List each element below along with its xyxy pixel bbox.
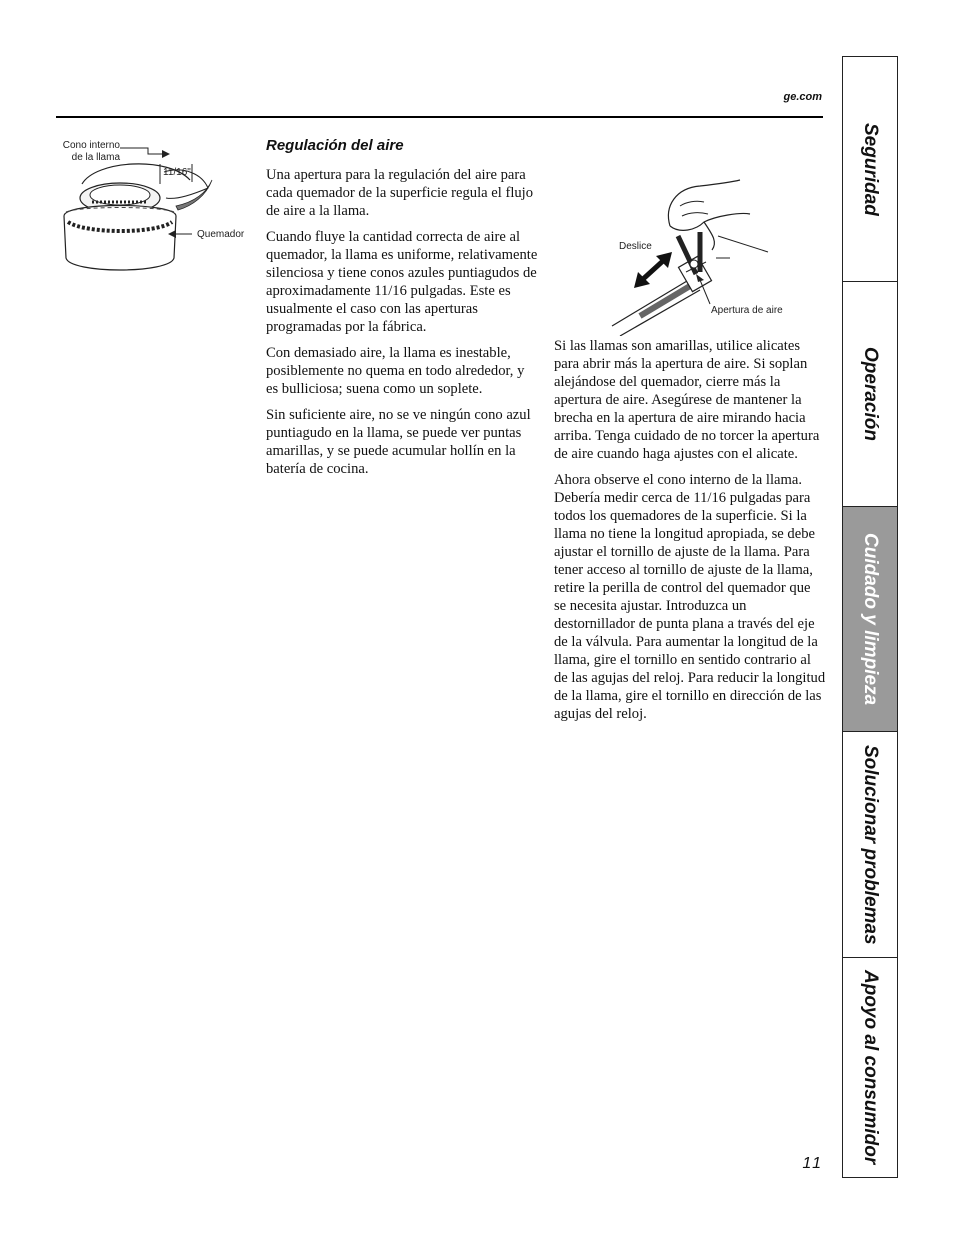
text-column-right [554,337,826,731]
section-title: Regulación del aire [266,137,404,154]
tab-label: Apoyo al consumidor [860,970,881,1165]
tab-label: Seguridad [860,122,881,216]
tab-solucionar-problemas[interactable] [843,731,897,957]
burner-label: Quemador [197,229,245,240]
slide-label: Deslice [619,241,652,252]
tab-apoyo-al-consumidor[interactable] [843,957,897,1177]
header-rule [56,116,823,118]
paragraph: Ahora observe el cono interno de la llama. Debería medir cerca de 11/16 pulgadas para todos los quemadores de la superficie. Si la llama no tiene la longitud apropiada, se debe ajustar el tornillo de ajuste de la llama. Para tener acceso al tornillo de ajuste de la llama, retire la perilla de control del quemador que se necesita ajustar. Introduzca un destornillador de punta plana a través del eje de la válvula. Para aumentar la longitud de la llama, gire el tornillo en sentido contrario al de las agujas del reloj. Para reducir la longitud de la llama, gire el tornillo en dirección de las agujas del reloj. [554,472,826,722]
tab-cuidado-y-limpieza[interactable] [843,506,897,731]
paragraph: Cuando fluye la cantidad correcta de aire al quemador, la llama es uniforme, relativamente silenciosa y tiene conos azules puntiagudos de aproximadamente 11/16 pulgadas. Este es usualmente el caso con las aperturas programadas por la fábrica. [266,229,538,335]
page-number: 11 [802,1155,823,1172]
paragraph: Si las llamas son amarillas, utilice alicates para abrir más la apertura de aire. Si soplan alejándose del quemador, cierre más la apertura de aire. Asegúrese de mantener la brecha en la apertura de aire mirando hacia arriba. Tenga cuidado de no torcer la apertura de aire cuando haga ajustes con el alicate. [554,338,820,462]
dimension-label: 11/16" [163,167,191,178]
air-shutter-label: Apertura de aire [711,305,783,316]
tab-seguridad[interactable] [843,57,897,281]
paragraph: Una apertura para la regulación del aire para cada quemador de la superficie regula el flujo de aire a la llama. [266,167,534,219]
tab-operacion[interactable] [843,281,897,506]
site-url: ge.com [783,91,822,103]
text-column-left [266,166,538,486]
paragraph: Sin suficiente aire, no se ve ningún cono azul puntiagudo en la llama, se puede ver puntas amarillas, y se puede acumular hollín en la batería de cocina. [266,407,531,477]
tab-label: Cuidado y limpieza [860,532,881,706]
tab-label: Operación [860,347,881,441]
cone-label: Cono interno de la llama [62,140,120,163]
tab-label: Solucionar problemas [860,744,881,945]
paragraph: Con demasiado aire, la llama es inestable, posiblemente no quema en todo alrededor, y es bulliciosa; suena como un soplete. [266,345,525,397]
section-tabs [842,56,898,1178]
